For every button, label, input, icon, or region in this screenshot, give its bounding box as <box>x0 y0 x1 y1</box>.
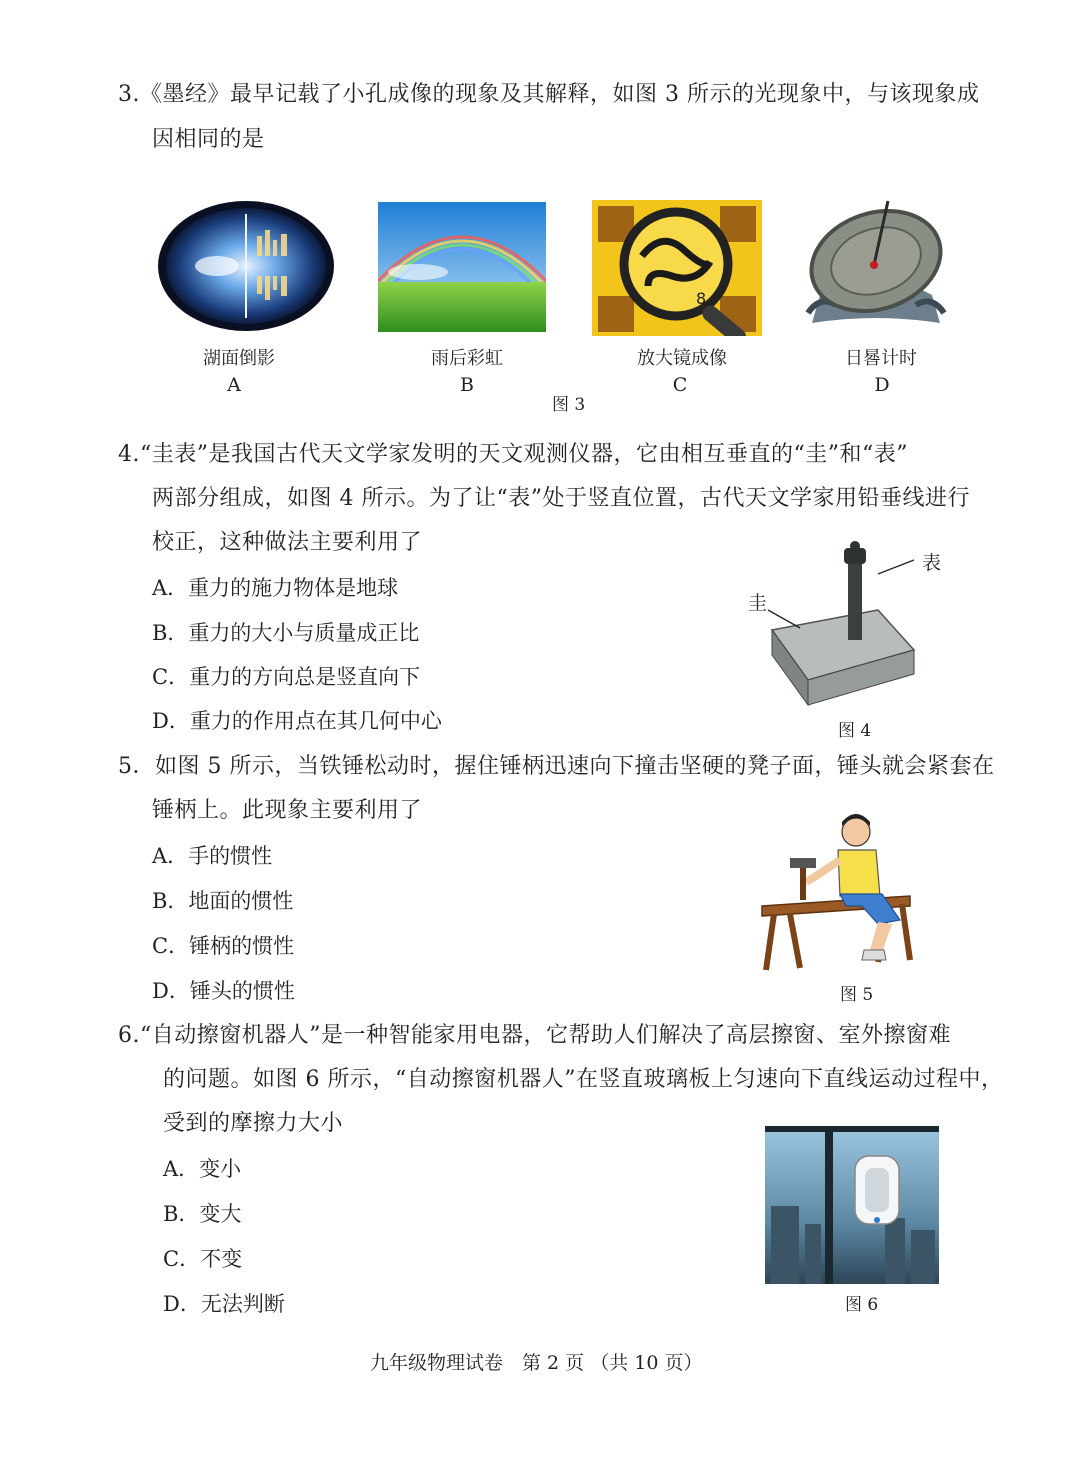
q5-option-d[interactable]: D．锤头的惯性 <box>152 979 295 1003</box>
page-footer: 九年级物理试卷 第 2 页 （共 10 页） <box>370 1352 703 1374</box>
fig6-label: 图 6 <box>845 1295 879 1315</box>
q5-stem-line2: 锤柄上。此现象主要利用了 <box>152 798 423 823</box>
fig4-label-biao: 表 <box>922 552 942 574</box>
q6-stem-line2: 的问题。如图 6 所示，“自动擦窗机器人”在竖直玻璃板上匀速向下直线运动过程中， <box>163 1067 1004 1092</box>
q4-option-b[interactable]: B．重力的大小与质量成正比 <box>152 621 420 645</box>
fig3-letter-d: D <box>874 374 890 396</box>
fig3-caption-b: 雨后彩虹 <box>431 348 503 369</box>
q4-option-a[interactable]: A．重力的施力物体是地球 <box>152 576 399 600</box>
fig3-letter-a: A <box>227 374 241 396</box>
q5-option-b[interactable]: B．地面的惯性 <box>152 889 294 913</box>
fig3-caption-c: 放大镜成像 <box>637 348 727 369</box>
q4-option-d[interactable]: D．重力的作用点在其几何中心 <box>152 709 442 733</box>
q4-stem-line1: 4.“圭表”是我国古代天文学家发明的天文观测仪器，它由相互垂直的“圭”和“表” <box>118 442 908 467</box>
q6-stem-line3: 受到的摩擦力大小 <box>163 1111 344 1136</box>
q6-option-a[interactable]: A．变小 <box>163 1157 242 1181</box>
q4-stem-line3: 校正，这种做法主要利用了 <box>152 530 423 555</box>
magnifier-image <box>592 200 762 336</box>
q4-option-c[interactable]: C．重力的方向总是竖直向下 <box>152 665 421 689</box>
q4-stem-line2: 两部分组成，如图 4 所示。为了让“表”处于竖直位置，古代天文学家用铅垂线进行 <box>152 486 970 511</box>
gui-leader-line <box>766 608 806 632</box>
fig3-letter-c: C <box>672 374 688 396</box>
svg-text:8: 8 <box>696 289 707 308</box>
sundial-image <box>800 195 952 333</box>
fig3-letter-b: B <box>460 374 474 396</box>
q5-option-c[interactable]: C．锤柄的惯性 <box>152 934 295 958</box>
q6-option-d[interactable]: D．无法判断 <box>163 1292 285 1316</box>
q6-option-b[interactable]: B．变大 <box>163 1202 242 1226</box>
fig3-label: 图 3 <box>552 395 586 415</box>
hammer-bench-image <box>760 810 916 974</box>
window-robot-image <box>765 1126 939 1284</box>
q5-option-a[interactable]: A．手的惯性 <box>152 844 273 868</box>
biao-leader-line <box>876 552 920 578</box>
lake-reflection-image <box>157 200 335 332</box>
fig5-label: 图 5 <box>840 985 874 1005</box>
q6-option-c[interactable]: C．不变 <box>163 1247 243 1271</box>
q5-stem-line1: 5．如图 5 所示，当铁锤松动时，握住锤柄迅速向下撞击坚硬的凳子面，锤头就会紧套在 <box>118 754 995 779</box>
fig4-label-gui: 圭 <box>748 592 768 614</box>
fig3-caption-d: 日晷计时 <box>845 348 917 369</box>
q3-stem-line1: 3.《墨经》最早记载了小孔成像的现象及其解释，如图 3 所示的光现象中，与该现象成 <box>118 82 980 107</box>
q6-stem-line1: 6.“自动擦窗机器人”是一种智能家用电器，它帮助人们解决了高层擦窗、室外擦窗难 <box>118 1023 951 1048</box>
q3-stem-line2: 因相同的是 <box>152 127 265 152</box>
fig3-caption-a: 湖面倒影 <box>203 348 275 369</box>
rainbow-image <box>378 202 546 332</box>
fig4-label: 图 4 <box>838 721 872 741</box>
